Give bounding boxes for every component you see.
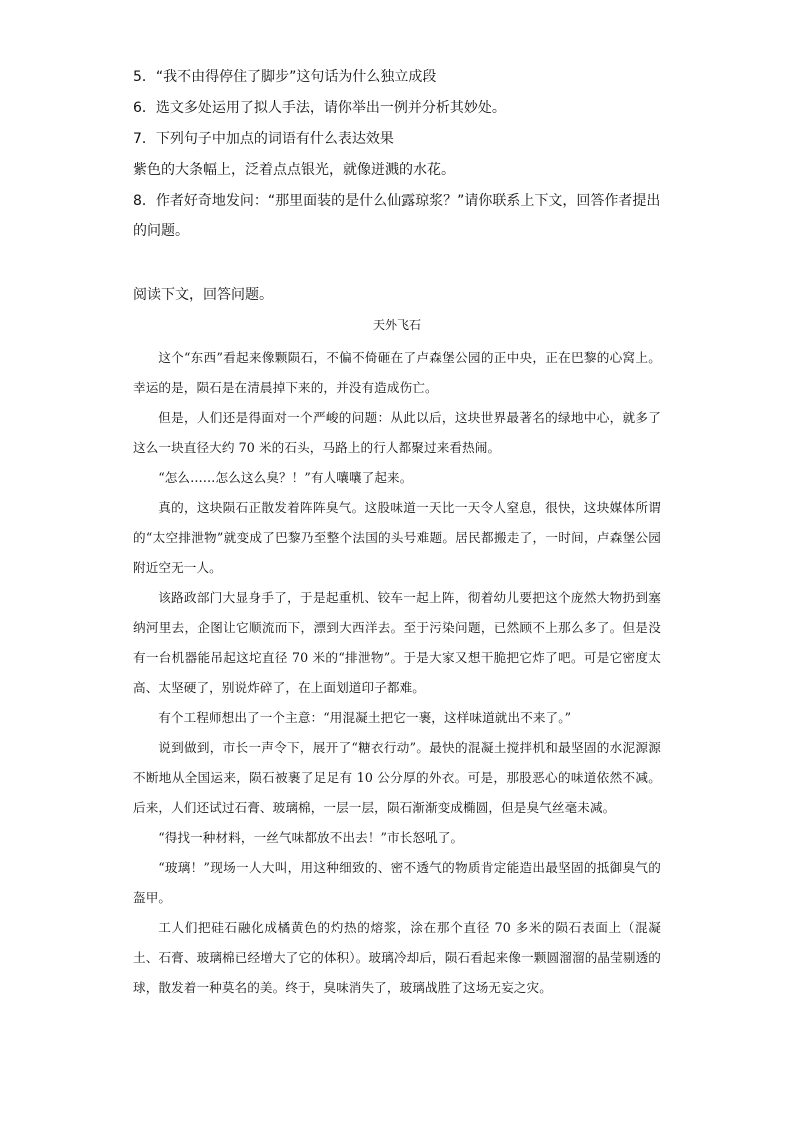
story-paragraph: 有个工程师想出了一个主意：“用混凝土把它一裹，这样味道就出不来了。” <box>158 710 572 725</box>
story-paragraph: 说到做到，市长一声令下，展开了“糖衣行动”。最快的混凝土搅拌机和最坚固的水泥源源不断地从全国运来，陨石被裹了足足有 10 公分厚的外衣。可是，那股恶心的味道依然不减。后来，人们还试过石膏、玻璃棉，一层一层，陨石渐渐变成椭圆，但是臭气丝毫未减。 <box>133 740 661 815</box>
question-7: 7．下列句子中加点的词语有什么表达效果 <box>133 131 394 147</box>
story-paragraph: “怎么……怎么这么臭？！”有人嚷嚷了起来。 <box>158 470 413 485</box>
story-paragraph: 工人们把硅石融化成橘黄色的灼热的熔浆，涂在那个直径 70 多米的陨石表面上（混凝土、石膏、玻璃棉已经增大了它的体积）。玻璃冷却后，陨石看起来像一颗圆溜溜的晶莹剔透的球，散发着一种莫名的美。终于，臭味消失了，玻璃战胜了这场无妄之灾。 <box>133 920 661 995</box>
story-paragraph: 该路政部门大显身手了，于是起重机、铰车一起上阵，彻着幼儿要把这个庞然大物扔到塞纳河里去，企图让它顺流而下，漂到大西洋去。至于污染问题，已然顾不上那么多了。但是没有一台机器能吊起这坨直径 70 米的“排泄物”。于是大家又想干脆把它炸了吧。可是它密度太高、太坚硬了，别说炸碎了，在上面划道印子都难。 <box>133 590 661 695</box>
story-body <box>133 343 661 1003</box>
story-paragraph: 但是，人们还是得面对一个严峻的问题：从此以后，这块世界最著名的绿地中心，就多了这么一块直径大约 70 米的石头，马路上的行人都聚过来看热闹。 <box>133 410 661 455</box>
question-7-sentence: 紫色的大条幅上，泛着点点银光，就像迸溅的水花。 <box>133 162 455 178</box>
question-8: 8．作者好奇地发问：“那里面装的是什么仙露琼浆？”请你联系上下文，回答作者提出的问题。 <box>133 193 661 239</box>
reading-instruction: 阅读下文，回答问题。 <box>133 287 273 303</box>
story-paragraph: 这个“东西”看起来像颗陨石，不偏不倚砸在了卢森堡公园的正中央，正在巴黎的心窝上。幸运的是，陨石是在清晨掉下来的，并没有造成伤亡。 <box>133 350 661 395</box>
story-paragraph: 真的，这块陨石正散发着阵阵臭气。这股味道一天比一天令人窒息，很快，这块媒体所谓的“太空排泄物”就变成了巴黎乃至整个法国的头号难题。居民都搬走了，一时间，卢森堡公园附近空无一人。 <box>133 500 661 575</box>
question-6: 6．选文多处运用了拟人手法，请你举出一例并分析其妙处。 <box>133 100 506 116</box>
question-5: 5．“我不由得停住了脚步”这句话为什么独立成段 <box>133 69 437 85</box>
story-paragraph: “得找一种材料，一丝气味都放不出去！”市长怒吼了。 <box>158 830 464 845</box>
story-title: 天外飞石 <box>372 318 421 332</box>
story-paragraph: “玻璃！”现场一人大叫，用这种细致的、密不透气的物质肯定能造出最坚固的抵御臭气的盔甲。 <box>133 860 661 905</box>
